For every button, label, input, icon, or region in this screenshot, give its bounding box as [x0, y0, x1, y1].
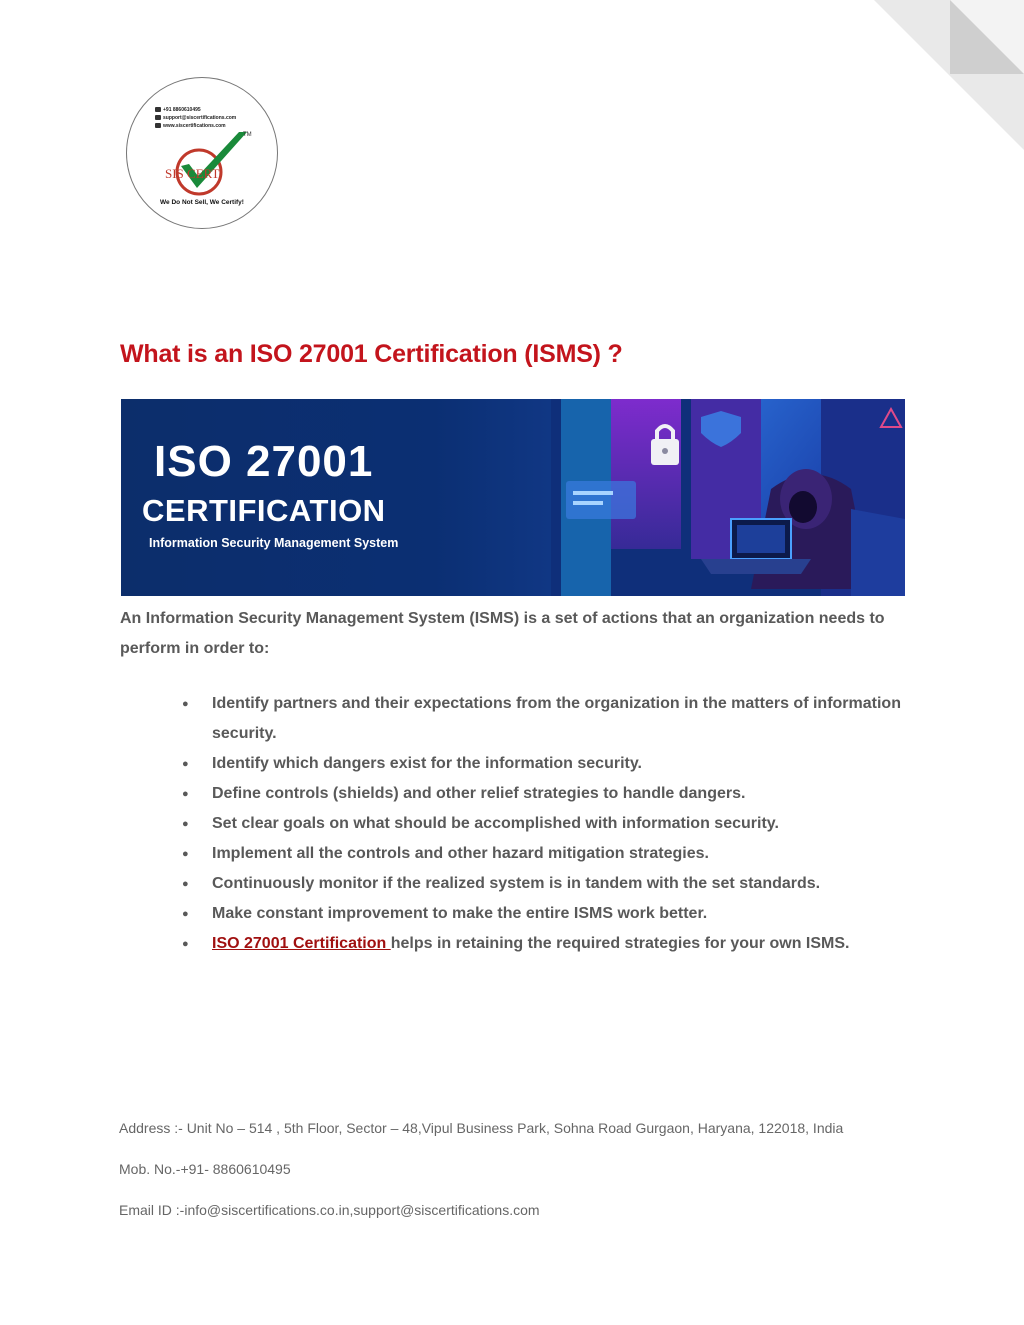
- list-item: ● Identify which dangers exist for the information security.: [182, 749, 902, 779]
- logo-tagline: We Do Not Sell, We Certify!: [160, 199, 244, 206]
- footer-address: Address :- Unit No – 514 , 5th Floor, Sector – 48,Vipul Business Park, Sohna Road Gurgaon, Haryana, 122018, India: [119, 1120, 844, 1136]
- page-corner-decoration: [874, 0, 1024, 150]
- logo-brand: SIS CERT.: [165, 166, 222, 181]
- logo-trademark: TM: [243, 132, 252, 138]
- list-item: ● Set clear goals on what should be accomplished with information security.: [182, 809, 902, 839]
- isms-steps-list: [182, 689, 902, 959]
- company-logo: [126, 77, 278, 229]
- globe-icon: [155, 123, 161, 128]
- list-item: ● Make constant improvement to make the entire ISMS work better.: [182, 899, 902, 929]
- list-item: ● Identify partners and their expectations from the organization in the matters of information security.: [182, 689, 902, 749]
- phone-icon: [155, 107, 161, 112]
- logo-email: support@siscertifications.com: [163, 115, 237, 121]
- logo-contact-block: [155, 106, 236, 130]
- logo-website: www.siscertifications.com: [163, 123, 226, 129]
- list-item: ● Define controls (shields) and other relief strategies to handle dangers.: [182, 779, 902, 809]
- banner-line-3: Information Security Management System: [149, 536, 399, 550]
- mail-icon: [155, 115, 161, 120]
- intro-paragraph: An Information Security Management System (ISMS) is a set of actions that an organization needs to perform in order to:: [120, 610, 885, 657]
- list-item: ● Implement all the controls and other hazard mitigation strategies.: [182, 839, 902, 869]
- checkmark-icon: [167, 128, 257, 198]
- banner-line-1: ISO 27001: [154, 437, 374, 486]
- last-bullet-text: helps in retaining the required strategies for your own ISMS.: [390, 935, 850, 952]
- iso-banner-image: [121, 399, 905, 596]
- logo-phone: +91 8860610495: [163, 107, 201, 113]
- list-item: [182, 929, 902, 959]
- footer-mobile: Mob. No.-+91- 8860610495: [119, 1161, 291, 1177]
- hacker-illustration: [551, 399, 905, 596]
- footer-email: Email ID :-info@siscertifications.co.in,support@siscertifications.com: [119, 1202, 540, 1218]
- list-item: ● Continuously monitor if the realized system is in tandem with the set standards.: [182, 869, 902, 899]
- iso-27001-certification-link[interactable]: ISO 27001 Certification: [212, 935, 391, 952]
- page-title: What is an ISO 27001 Certification (ISMS) ?: [120, 340, 623, 368]
- banner-line-2: CERTIFICATION: [142, 493, 386, 528]
